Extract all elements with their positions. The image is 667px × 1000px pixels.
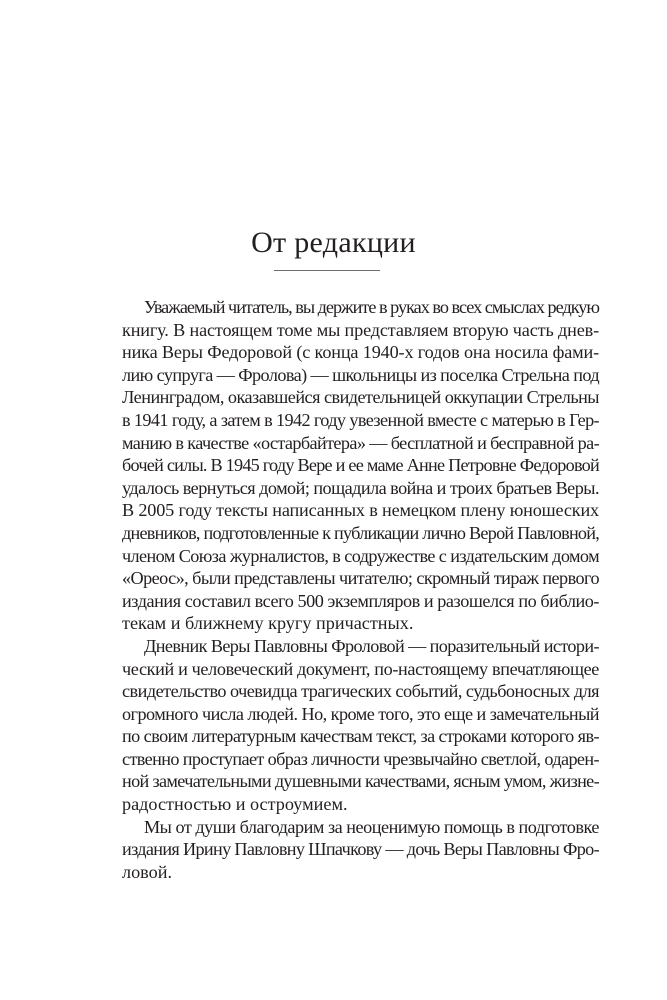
text-line: ловой. (122, 861, 173, 882)
page-title: От редакции (251, 226, 416, 259)
text-line: ной замечательными душевными качествами, ясным умом, жизне- (122, 771, 599, 792)
title-divider (274, 270, 380, 271)
text-line: книгу. В настоящем томе мы представляем вторую часть днев- (122, 319, 599, 340)
text-line: Мы от души благодарим за неоценимую помощь в подготовке (144, 816, 599, 837)
text-line: удалось вернуться домой; пощадила война и троих братьев Веры. (122, 477, 599, 498)
paragraph-2 (100, 635, 600, 816)
text-line: В 2005 году тексты написанных в немецком плену юношеских (122, 500, 599, 521)
text-line: по своим литературным качествам текст, за строками которого яв- (122, 726, 599, 747)
paragraph-1 (100, 296, 600, 635)
text-line: Уважаемый читатель, вы держите в руках во всех смыслах редкую (144, 297, 599, 317)
text-line: членом Союза журналистов, в содружестве с издательским домом (122, 545, 600, 566)
text-line: Ленинградом, оказавшейся свидетельницей оккупации Стрельны (122, 387, 599, 408)
paragraph-3 (100, 816, 599, 884)
text-line: ника Веры Федоровой (с конца 1940-х годов она носила фами- (122, 342, 599, 363)
text-line: свидетельство очевидца трагических событий, судьбоносных для (122, 681, 599, 702)
text-line: «Ореос», были представлены читателю; скромный тираж первого (122, 568, 599, 589)
text-line: издания составил всего 500 экземпляров и разошелся по библио- (122, 590, 600, 611)
text-line: лию супруга — Фролова) — школьницы из поселка Стрельна под (122, 364, 600, 385)
text-line: издания Ирину Павловну Шпачкову — дочь Веры Павловны Фро- (122, 839, 599, 860)
text-line: текам и ближнему кругу причастных. (122, 613, 414, 634)
text-line: Дневник Веры Павловны Фроловой — поразительный истори- (144, 635, 599, 656)
text-line: огромного числа людей. Но, кроме того, это еще и замечательный (122, 703, 599, 724)
text-line: ческий и человеческий документ, по-настоящему впечатляющее (122, 658, 600, 679)
text-line: радостностью и остроумием. (122, 794, 348, 815)
text-line: в 1941 году, а затем в 1942 году увезенной вместе с матерью в Гер- (122, 409, 600, 430)
text-line: ственно проступает образ личности чрезвычайно светлой, одарен- (122, 748, 599, 769)
text-line: дневников, подготовленные к публикации лично Верой Павловной, (122, 522, 600, 543)
text-line: бочей силы. В 1945 году Вере и ее маме Анне Петровне Федоровой (122, 455, 599, 476)
body-text (100, 296, 600, 883)
text-line: манию в качестве «остарбайтера» — бесплатной и бесправной ра- (122, 432, 600, 453)
